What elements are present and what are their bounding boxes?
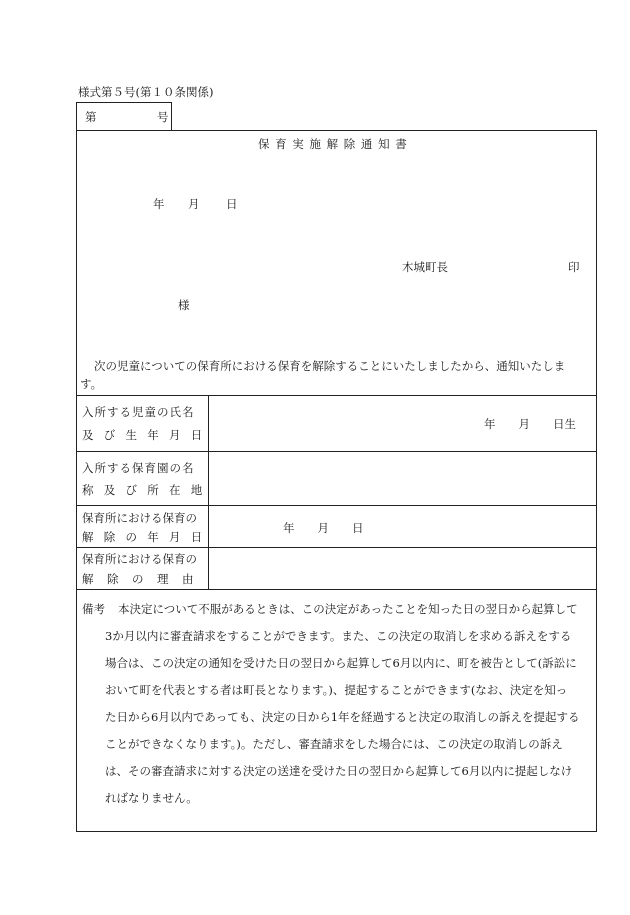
issuer-name: 木城町長 (402, 260, 448, 274)
table-top-rule (76, 395, 597, 396)
number-box (76, 102, 172, 131)
remarks-line-8: ればなりません。 (105, 791, 198, 805)
row-label-release-date-2: 解 除 の 年 月 日 (82, 530, 206, 544)
row-value-release-date: 年 月 日 (283, 521, 364, 535)
form-label: 様式第５号(第１０条関係) (78, 85, 214, 99)
number-go: 号 (157, 110, 169, 124)
row-label-release-date-1: 保育所における保育の (82, 511, 197, 525)
remarks-line-2: 3か月以内に審査請求をすることができます。また、この決定の取消しを求める訴えをする (105, 629, 572, 643)
remarks-line-3: 場合は、この決定の通知を受けた日の翌日から起算して6月以内に、町を被告として(訴訟に (105, 656, 577, 670)
document-title: 保 育 実 施 解 除 通 知 書 (258, 137, 408, 151)
table-column-divider (208, 395, 209, 589)
remarks-line-1: 本決定について不服があるときは、この決定があったことを知った日の翌日から起算して (118, 602, 578, 616)
row-label-child-name-1: 入所する児童の氏名 (82, 405, 195, 419)
row-label-release-reason-1: 保育所における保育の (82, 552, 197, 566)
row-label-nursery-2: 称 及 び 所 在 地 (82, 483, 206, 497)
remarks-line-4: おいて町を代表とする者は町長となります。)、提起することができます(なお、決定を知っ (105, 683, 568, 697)
date-day: 日 (226, 197, 238, 211)
row-value-birthdate: 年 月 日生 (484, 417, 576, 431)
seal-mark: 印 (568, 260, 580, 274)
recipient-suffix: 様 (178, 298, 190, 312)
date-month: 月 (188, 197, 200, 211)
table-rule-1 (76, 451, 597, 452)
row-label-release-reason-2: 解 除 の 理 由 (82, 572, 195, 586)
table-bottom-rule (76, 589, 597, 590)
body-text-line-1: 次の児童についての保育所における保育を解除することにいたしましたから、通知いたしま (94, 359, 566, 373)
row-label-child-name-2: 及 び 生 年 月 日 (82, 428, 206, 442)
remarks-line-6: ことができなくなります。)。ただし、審査請求をした場合には、この決定の取消しの訴え (105, 737, 563, 751)
row-label-nursery-1: 入所する保育園の名 (82, 461, 195, 475)
table-rule-2 (76, 505, 597, 506)
remarks-line-5: た日から6月以内であっても、決定の日から1年を経過すると決定の取消しの訴えを提起する (105, 710, 580, 724)
remarks-heading: 備考 (82, 602, 105, 616)
date-year: 年 (153, 197, 165, 211)
body-text-line-2: す。 (80, 377, 103, 391)
notice-frame (76, 130, 597, 832)
table-rule-3 (76, 547, 597, 548)
remarks-line-7: は、その審査請求に対する決定の送達を受けた日の翌日から起算して6月以内に提起しなけ (105, 764, 573, 778)
number-dai: 第 (85, 110, 97, 124)
